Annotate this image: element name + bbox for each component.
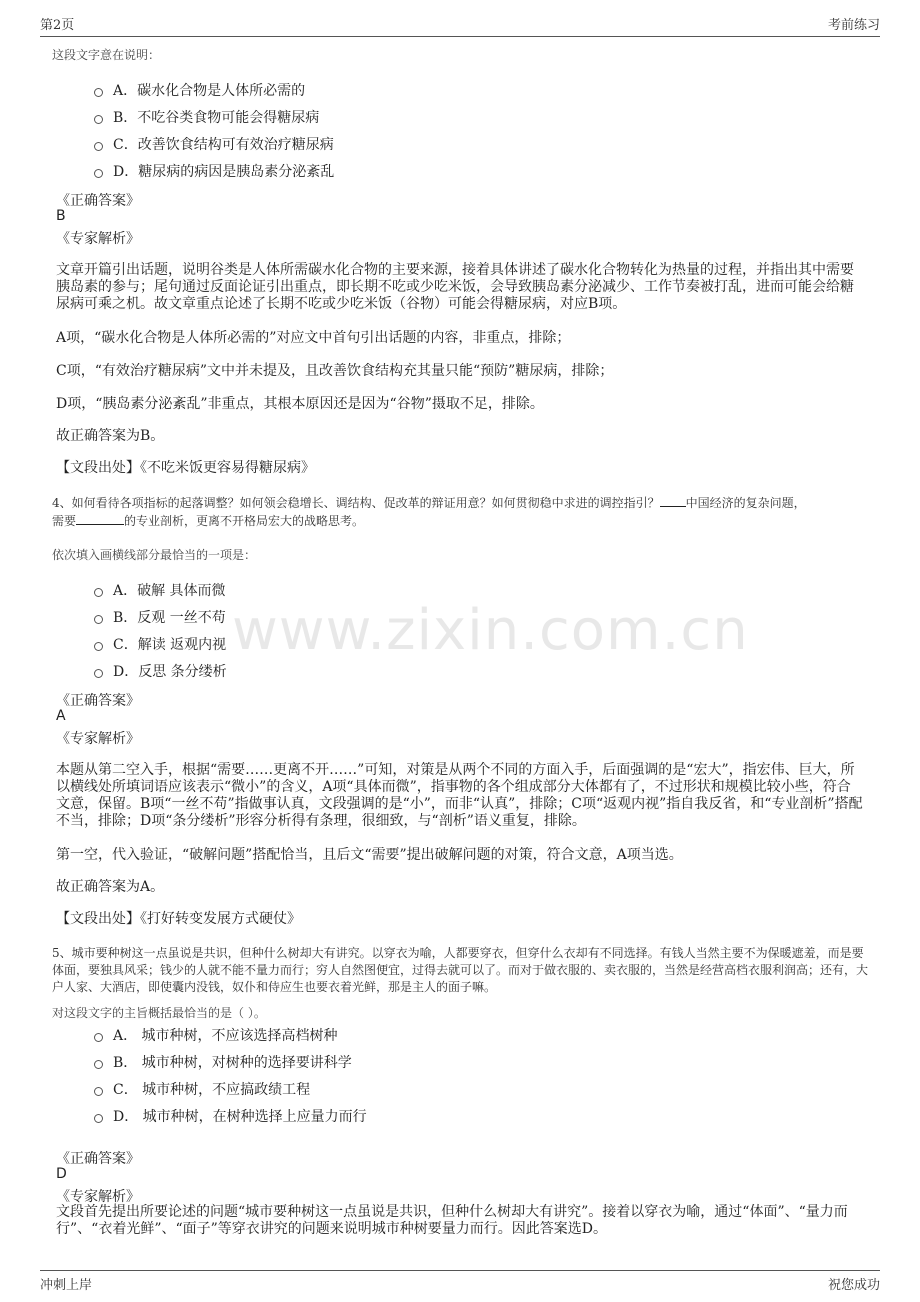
radio-icon[interactable] <box>94 669 103 678</box>
page-footer <box>40 1270 880 1293</box>
radio-icon[interactable] <box>94 1060 103 1069</box>
q4-stem-part: 的专业剖析，更离不开格局宏大的战略思考。 <box>124 514 365 528</box>
radio-icon[interactable] <box>94 88 103 97</box>
option-label: A． 城市种树，不应该选择高档树种 <box>113 1028 338 1044</box>
q4-option-b[interactable] <box>94 607 226 627</box>
q5-analysis-label: 《专家解析》 <box>56 1189 140 1205</box>
q3-answer: B <box>56 208 66 224</box>
option-label: A．碳水化合物是人体所必需的 <box>113 83 306 99</box>
q5-option-b[interactable] <box>94 1052 352 1072</box>
q4-source: 【文段出处】《打好转变发展方式硬仗》 <box>56 911 301 927</box>
option-label: B． 城市种树，对树种的选择要讲科学 <box>113 1055 352 1071</box>
q5-analysis: 文段首先提出所要论述的问题“城市要种树这一点虽说是共识，但种什么树却大有讲究”。接着以穿衣为喻，通过“体面”、“量力而行”、“衣着光鲜”、“面子”等穿衣讲究的问题来说明城市种树要量力而行。因此答案选D。 <box>56 1204 848 1237</box>
option-label: B．反观 一丝不苟 <box>113 610 226 626</box>
q4-option-a[interactable] <box>94 580 226 600</box>
radio-icon[interactable] <box>94 1033 103 1042</box>
q5-option-a[interactable] <box>94 1025 338 1045</box>
q3-option-d[interactable] <box>94 161 334 181</box>
q3-answer-label: 《正确答案》 <box>56 193 140 209</box>
radio-icon[interactable] <box>94 115 103 124</box>
q5-question: 对这段文字的主旨概括最恰当的是（ ）。 <box>52 1006 266 1020</box>
q3-analysis-p4: D项，“胰岛素分泌紊乱”非重点，其根本原因还是因为“谷物”摄取不足，排除。 <box>56 396 544 412</box>
q4-answer-label: 《正确答案》 <box>56 693 140 709</box>
option-label: B．不吃谷类食物可能会得糖尿病 <box>113 110 320 126</box>
q5-stem: 5、城市要种树这一点虽说是共识，但种什么树却大有讲究。以穿衣为喻，人都要穿衣，但穿什么衣却有不同选择。有钱人当然主要不为保暖遮羞，而是要体面，要独具风采；钱少的人就不能不量力而行；穷人自然图便宜，过得去就可以了。而对于做衣服的、卖衣服的，当然是经营高档衣服利润高；还有，大户人家、大酒店，即使囊内没钱，奴仆和侍应生也要衣着光鲜，那是主人的面子嘛。 <box>52 946 869 994</box>
radio-icon[interactable] <box>94 588 103 597</box>
q3-stem-tail: 这段文字意在说明： <box>52 48 161 62</box>
radio-icon[interactable] <box>94 1087 103 1096</box>
option-label: C．解读 返观内视 <box>113 637 227 653</box>
q4-stem-part: 中国经济的复杂问题， <box>685 496 806 510</box>
q4-stem-part: 需要 <box>52 514 77 528</box>
watermark: www.zixin.com.cn <box>232 598 749 663</box>
q4-analysis-p2: 第一空，代入验证，“破解问题”搭配恰当，且后文“需要”提出破解问题的对策，符合文意，A项当选。 <box>56 847 683 863</box>
q3-analysis-p5: 故正确答案为B。 <box>56 428 165 444</box>
q5-option-c[interactable] <box>94 1079 310 1099</box>
page-header <box>40 14 880 37</box>
q4-analysis-p1: 本题从第二空入手，根据“需要……更离不开……”可知，对策是从两个不同的方面入手，后面强调的是“宏大”，指宏伟、巨大，所以横线处所填词语应该表示“微小”的含义，A项“具体而微”，指事物的各个组成部分大体都有了，不过形状和规模比较小些，符合文意，保留。B项“一丝不苟”指做事认真，文段强调的是“小”，而非“认真”，排除；C项“返观内视”指自我反省，和“专业剖析”搭配不当，排除；D项“条分缕析”形容分析得有条理，很细致，与“剖析”语义重复，排除。 <box>56 762 863 829</box>
q3-option-b[interactable] <box>94 107 319 127</box>
q4-analysis-p3: 故正确答案为A。 <box>56 879 165 895</box>
radio-icon[interactable] <box>94 1114 103 1123</box>
blank-line <box>660 494 686 507</box>
blank-line <box>76 512 124 525</box>
q4-option-d[interactable] <box>94 661 227 681</box>
q3-analysis-p1: 文章开篇引出话题，说明谷类是人体所需碳水化合物的主要来源，接着具体讲述了碳水化合物转化为热量的过程，并指出其中需要胰岛素的参与；尾句通过反面论证引出重点，即长期不吃或少吃米饭，会导致胰岛素分泌减少、工作节奏被打乱，进而可能会给糖尿病可乘之机。故文章重点论述了长期不吃或少吃米饭（谷物）可能会得糖尿病，对应B项。 <box>56 262 854 312</box>
footer-left: 冲刺上岸 <box>40 1278 93 1293</box>
option-label: A．破解 具体而微 <box>113 583 226 599</box>
q4-answer: A <box>56 708 66 724</box>
header-title: 考前练习 <box>827 18 880 33</box>
q4-analysis-label: 《专家解析》 <box>56 731 140 747</box>
q4-stem-part: 4、如何看待各项指标的起落调整？如何领会稳增长、调结构、促改革的辩证用意？如何贯彻稳中求进的调控指引？ <box>52 496 660 510</box>
radio-icon[interactable] <box>94 142 103 151</box>
option-label: D．糖尿病的病因是胰岛素分泌紊乱 <box>113 164 335 180</box>
q4-stem <box>52 494 872 530</box>
q3-analysis-p3: C项，“有效治疗糖尿病”文中并未提及，且改善饮食结构充其量只能“预防”糖尿病，排除； <box>56 363 614 379</box>
q3-source: 【文段出处】《不吃米饭更容易得糖尿病》 <box>56 460 315 476</box>
q5-answer: D <box>56 1166 67 1182</box>
option-label: D．反思 条分缕析 <box>113 664 227 680</box>
option-label: D． 城市种树，在树种选择上应量力而行 <box>113 1109 367 1125</box>
option-label: C． 城市种树，不应搞政绩工程 <box>113 1082 311 1098</box>
q4-option-c[interactable] <box>94 634 226 654</box>
footer-right: 祝您成功 <box>827 1278 880 1293</box>
page-number: 第2页 <box>40 18 75 33</box>
q3-analysis-p2: A项，“碳水化合物是人体所必需的”对应文中首句引出话题的内容，非重点，排除； <box>56 330 571 346</box>
q5-answer-label: 《正确答案》 <box>56 1151 140 1167</box>
q3-analysis-label: 《专家解析》 <box>56 231 140 247</box>
radio-icon[interactable] <box>94 642 103 651</box>
radio-icon[interactable] <box>94 615 103 624</box>
q3-option-c[interactable] <box>94 134 334 154</box>
option-label: C．改善饮食结构可有效治疗糖尿病 <box>113 137 334 153</box>
q3-option-a[interactable] <box>94 80 305 100</box>
radio-icon[interactable] <box>94 169 103 178</box>
q4-instruction: 依次填入画横线部分最恰当的一项是： <box>52 548 257 562</box>
q5-option-d[interactable] <box>94 1106 367 1126</box>
